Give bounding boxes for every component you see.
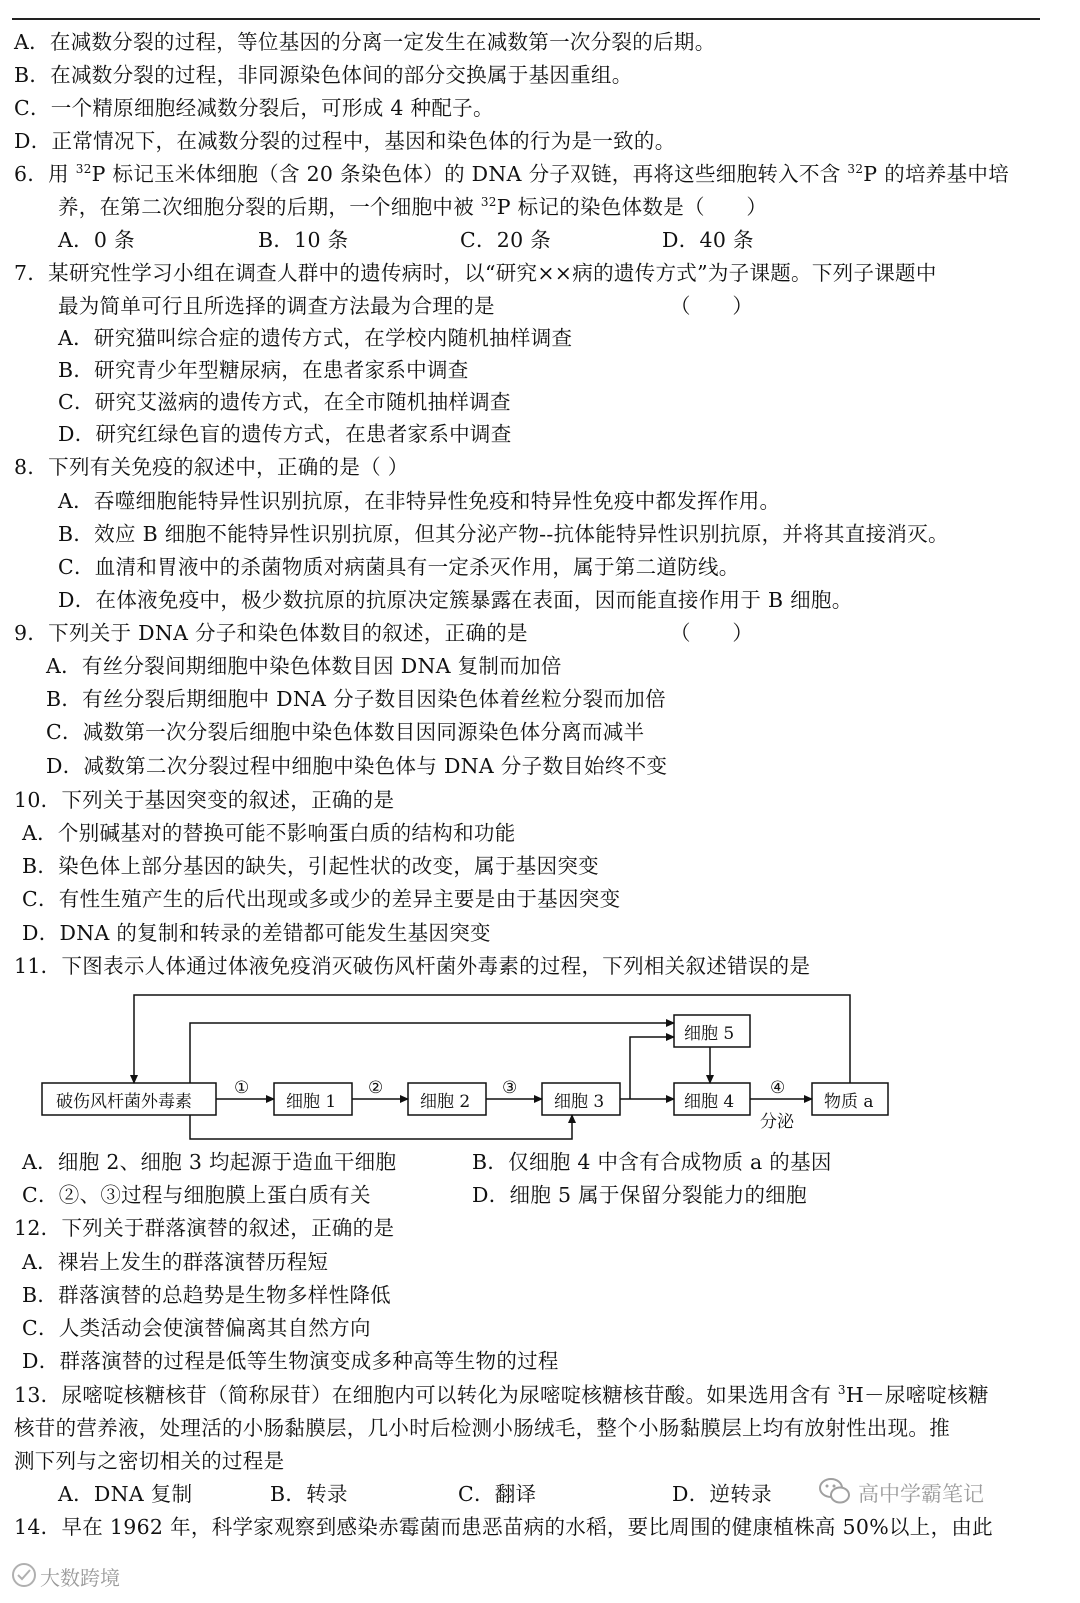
q6-option-d: D．40 条 xyxy=(662,228,754,252)
q6-option-b: B．10 条 xyxy=(258,228,349,252)
q13-option-c: C．翻译 xyxy=(458,1482,537,1506)
wechat-logo-icon xyxy=(818,1476,852,1506)
q5-option-a: A．在减数分裂的过程，等位基因的分离一定发生在减数第一次分裂的后期。 xyxy=(14,30,716,54)
q7-option-b: B．研究青少年型糖尿病，在患者家系中调查 xyxy=(58,358,469,382)
q10-option-d: D．DNA 的复制和转录的差错都可能发生基因突变 xyxy=(22,921,491,945)
immune-process-diagram xyxy=(30,985,910,1150)
q10-option-b: B．染色体上部分基因的缺失，引起性状的改变，属于基因突变 xyxy=(22,854,599,878)
cell3-label: 细胞 3 xyxy=(554,1092,605,1112)
q9-option-c: C．减数第一次分裂后细胞中染色体数目因同源染色体分离而减半 xyxy=(46,720,645,744)
q8-option-b: B．效应 B 细胞不能特异性识别抗原，但其分泌产物--抗体能特异性识别抗原，并将其直接消灭。 xyxy=(58,522,949,546)
q12-option-d: D．群落演替的过程是低等生物演变成多种高等生物的过程 xyxy=(22,1349,559,1373)
q13-option-a: A．DNA 复制 xyxy=(58,1482,193,1506)
q12-stem: 12．下列关于群落演替的叙述，正确的是 xyxy=(14,1216,395,1240)
q11-option-c: C．②、③过程与细胞膜上蛋白质有关 xyxy=(22,1183,371,1207)
q7-option-c: C．研究艾滋病的遗传方式，在全市随机抽样调查 xyxy=(58,390,511,414)
toxin-label: 破伤风杆菌外毒素 xyxy=(56,1092,192,1112)
step1-label: ① xyxy=(234,1078,250,1098)
q9-option-b: B．有丝分裂后期细胞中 DNA 分子数目因染色体着丝粒分裂而加倍 xyxy=(46,687,666,711)
q7-stem-line2: 最为简单可行且所选择的调查方法最为合理的是 xyxy=(58,294,495,318)
cell4-label: 细胞 4 xyxy=(684,1092,735,1112)
q11-option-b: B．仅细胞 4 中含有合成物质 a 的基因 xyxy=(472,1150,832,1174)
q7-option-a: A．研究猫叫综合症的遗传方式，在学校内随机抽样调查 xyxy=(58,326,573,350)
q9-answer-paren: （ ） xyxy=(670,621,754,645)
step2-label: ② xyxy=(368,1078,384,1098)
q9-stem: 9．下列关于 DNA 分子和染色体数目的叙述，正确的是 xyxy=(14,621,528,645)
top-rule xyxy=(12,18,1040,20)
watermark-right: 高中学霸笔记 xyxy=(858,1482,984,1506)
q7-option-d: D．研究红绿色盲的遗传方式，在患者家系中调查 xyxy=(58,422,512,446)
cell2-label: 细胞 2 xyxy=(420,1092,471,1112)
arrow-substance-to-toxin xyxy=(134,995,850,1083)
secrete-label: 分泌 xyxy=(760,1112,794,1132)
arrow-cell3-cell5 xyxy=(630,1037,674,1099)
q11-option-a: A．细胞 2、细胞 3 均起源于造血干细胞 xyxy=(22,1150,397,1174)
q9-option-d: D．减数第二次分裂过程中细胞中染色体与 DNA 分子数目始终不变 xyxy=(46,754,668,778)
arrow-toxin-to-cell3 xyxy=(190,1115,572,1139)
q9-option-a: A．有丝分裂间期细胞中染色体数目因 DNA 复制而加倍 xyxy=(46,654,562,678)
q8-option-a: A．吞噬细胞能特异性识别抗原，在非特异性免疫和特异性免疫中都发挥作用。 xyxy=(58,489,781,513)
q6-stem-line1: 6．用 $^{32}$P 标记玉米体细胞（含 20 条染色体）的 DNA 分子双链，再将这些细胞转入不含 $^{32}$P 的培养基中培 xyxy=(14,162,1009,186)
q6-option-a: A．0 条 xyxy=(58,228,135,252)
q8-stem: 8．下列有关免疫的叙述中，正确的是（ ） xyxy=(14,455,409,479)
q10-option-a: A．个别碱基对的替换可能不影响蛋白质的结构和功能 xyxy=(22,821,516,845)
q14-stem-line1: 14．早在 1962 年，科学家观察到感染赤霉菌而患恶苗病的水稻，要比周围的健康植株高 50%以上，由此 xyxy=(14,1515,993,1539)
q5-option-c: C．一个精原细胞经减数分裂后，可形成 4 种配子。 xyxy=(14,96,494,120)
q13-stem-line3: 测下列与之密切相关的过程是 xyxy=(14,1449,285,1473)
substance-a-label: 物质 a xyxy=(824,1092,874,1112)
watermark-left: 大数跨境 xyxy=(40,1566,120,1590)
q7-answer-paren: （ ） xyxy=(670,294,754,318)
step3-label: ③ xyxy=(502,1078,518,1098)
q5-option-b: B．在减数分裂的过程，非同源染色体间的部分交换属于基因重组。 xyxy=(14,63,633,87)
step4-label: ④ xyxy=(770,1078,786,1098)
q12-option-a: A．裸岩上发生的群落演替历程短 xyxy=(22,1250,329,1274)
q6-stem-line2: 养，在第二次细胞分裂的后期，一个细胞中被 $^{32}$P 标记的染色体数是（ ） xyxy=(58,195,768,219)
cell1-label: 细胞 1 xyxy=(286,1092,337,1112)
cell5-label: 细胞 5 xyxy=(684,1024,735,1044)
q8-option-d: D．在体液免疫中，极少数抗原的抗原决定簇暴露在表面，因而能直接作用于 B 细胞。 xyxy=(58,588,853,612)
q13-option-b: B．转录 xyxy=(270,1482,348,1506)
q10-stem: 10．下列关于基因突变的叙述，正确的是 xyxy=(14,788,395,812)
q7-stem-line1: 7．某研究性学习小组在调查人群中的遗传病时，以“研究××病的遗传方式”为子课题。下列子课题中 xyxy=(14,261,937,285)
q13-stem-line2: 核苷的营养液，处理活的小肠黏膜层，几小时后检测小肠绒毛，整个小肠黏膜层上均有放射性出现。推 xyxy=(14,1416,950,1440)
q13-option-d: D．逆转录 xyxy=(672,1482,772,1506)
q11-stem: 11．下图表示人体通过体液免疫消灭破伤风杆菌外毒素的过程，下列相关叙述错误的是 xyxy=(14,954,811,978)
q12-option-b: B．群落演替的总趋势是生物多样性降低 xyxy=(22,1283,391,1307)
q11-option-d: D．细胞 5 属于保留分裂能力的细胞 xyxy=(472,1183,807,1207)
arrow-toxin-to-cell5 xyxy=(190,1023,674,1083)
q13-stem-line1: 13．尿嘧啶核糖核苷（简称尿苷）在细胞内可以转化为尿嘧啶核糖核苷酸。如果选用含有 $^3$H－尿嘧啶核糖 xyxy=(14,1383,989,1407)
brand-logo-icon xyxy=(10,1561,38,1589)
q10-option-c: C．有性生殖产生的后代出现或多或少的差异主要是由于基因突变 xyxy=(22,887,621,911)
q8-option-c: C．血清和胃液中的杀菌物质对病菌具有一定杀灭作用，属于第二道防线。 xyxy=(58,555,740,579)
q6-option-c: C．20 条 xyxy=(460,228,552,252)
q12-option-c: C．人类活动会使演替偏离其自然方向 xyxy=(22,1316,371,1340)
q5-option-d: D．正常情况下，在减数分裂的过程中，基因和染色体的行为是一致的。 xyxy=(14,129,676,153)
